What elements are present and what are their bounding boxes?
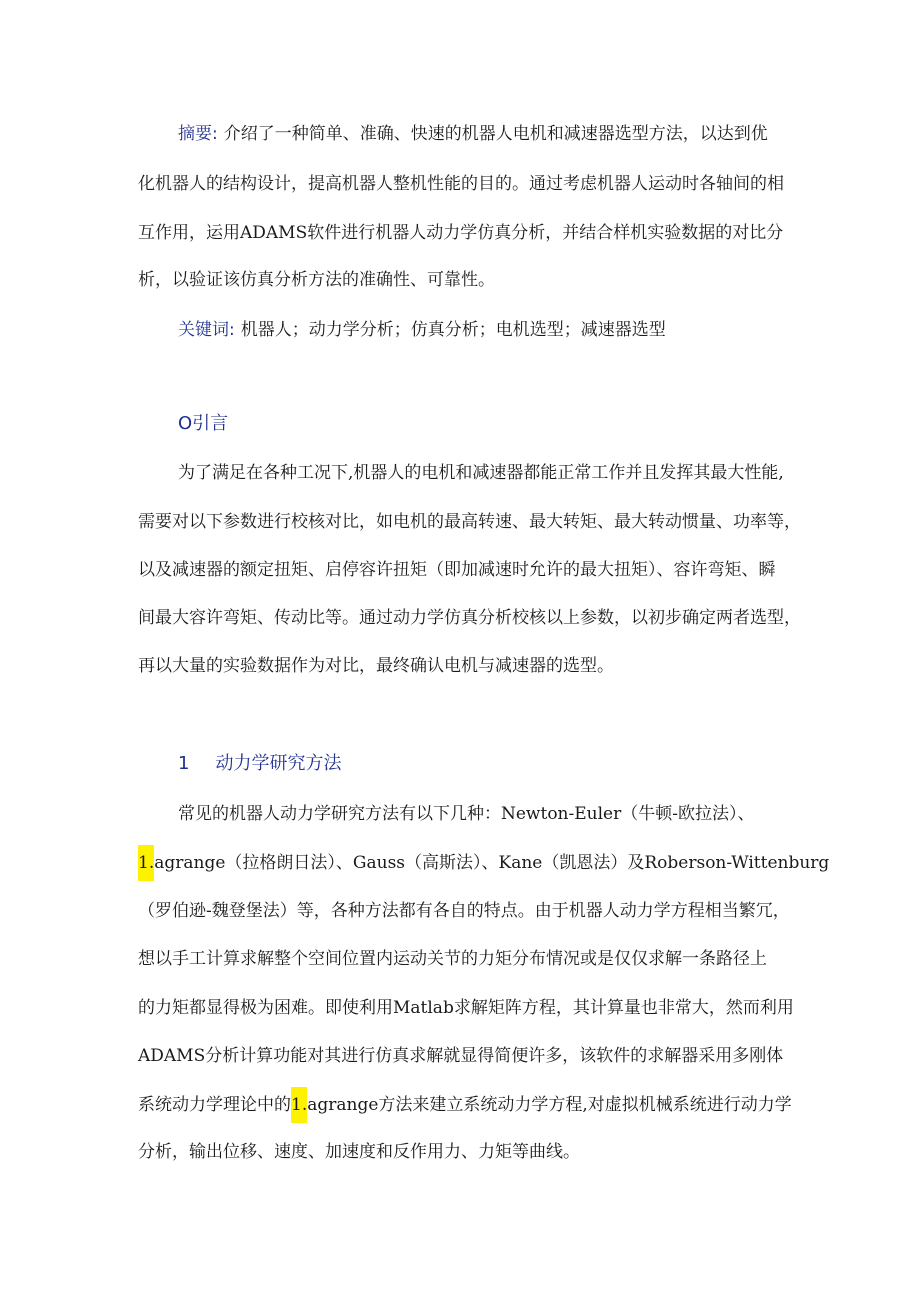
keywords-text: 机器人；动力学分析；仿真分析；电机选型；减速器选型: [240, 320, 666, 340]
section1-line-2: [138, 851, 829, 875]
abstract-line-2: 化机器人的结构设计，提高机器人整机性能的目的。通过考虑机器人运动时各轴间的相: [138, 174, 784, 194]
section1-line-3: （罗伯逊-魏登堡法）等，各种方法都有各自的特点。由于机器人动力学方程相当繁冗，: [138, 901, 790, 921]
abstract-line-1: [178, 122, 768, 146]
section0-line-3: 以及减速器的额定扭矩、启停容许扭矩（即加减速时允许的最大扭矩）、容许弯矩、瞬: [138, 560, 776, 580]
section0-line-5: 再以大量的实验数据作为对比，最终确认电机与减速器的选型。: [138, 656, 614, 676]
section1-line-7: [138, 1093, 792, 1117]
section1-title: 动力学研究方法: [215, 753, 342, 774]
section0-line-4: 间最大容许弯矩、传动比等。通过动力学仿真分析校核以上参数，以初步确定两者选型，: [138, 608, 801, 628]
section1-line-7-text: agrange方法来建立系统动力学方程,对虚拟机械系统进行动力学: [307, 1095, 792, 1115]
section1-number: 1: [178, 753, 190, 774]
section1-line-1: 常见的机器人动力学研究方法有以下几种：Newton-Euler（牛顿-欧拉法）、: [178, 804, 755, 824]
section1-line-4: 想以手工计算求解整个空间位置内运动关节的力矩分布情况或是仅仅求解一条路径上: [138, 949, 767, 969]
keywords-label: 关键词:: [178, 320, 235, 340]
keywords-line: [178, 318, 666, 342]
section1-line-7-pre: 系统动力学理论中的: [138, 1095, 291, 1115]
highlight-mark: 1.: [291, 1087, 307, 1123]
section0-line-1: 为了满足在各种工况下,机器人的电机和减速器都能正常工作并且发挥其最大性能,: [178, 463, 784, 483]
highlight-mark: 1.: [138, 845, 154, 881]
abstract-line-4: 析，以验证该仿真分析方法的准确性、可靠性。: [138, 270, 495, 290]
abstract-text: 介绍了一种简单、准确、快速的机器人电机和减速器选型方法，以达到优: [223, 124, 768, 144]
section1-line-2-text: agrange（拉格朗日法）、Gauss（高斯法）、Kane（凯恩法）及Roberson-Wittenburg: [154, 853, 830, 873]
section1-line-5: 的力矩都显得极为困难。即使利用Matlab求解矩阵方程，其计算量也非常大，然而利用: [138, 998, 794, 1018]
section1-line-8: 分析，输出位移、速度、加速度和反作用力、力矩等曲线。: [138, 1142, 580, 1162]
section1-line-6: ADAMS分析计算功能对其进行仿真求解就显得简便许多，该软件的求解器采用多刚体: [138, 1046, 784, 1066]
abstract-line-3: 互作用，运用ADAMS软件进行机器人动力学仿真分析，并结合样机实验数据的对比分: [138, 223, 784, 243]
section0-heading: O引言: [178, 413, 229, 434]
section0-line-2: 需要对以下参数进行校核对比，如电机的最高转速、最大转矩、最大转动惯量、功率等，: [138, 512, 801, 532]
abstract-label: 摘要:: [178, 124, 218, 144]
section1-heading: [178, 752, 341, 776]
